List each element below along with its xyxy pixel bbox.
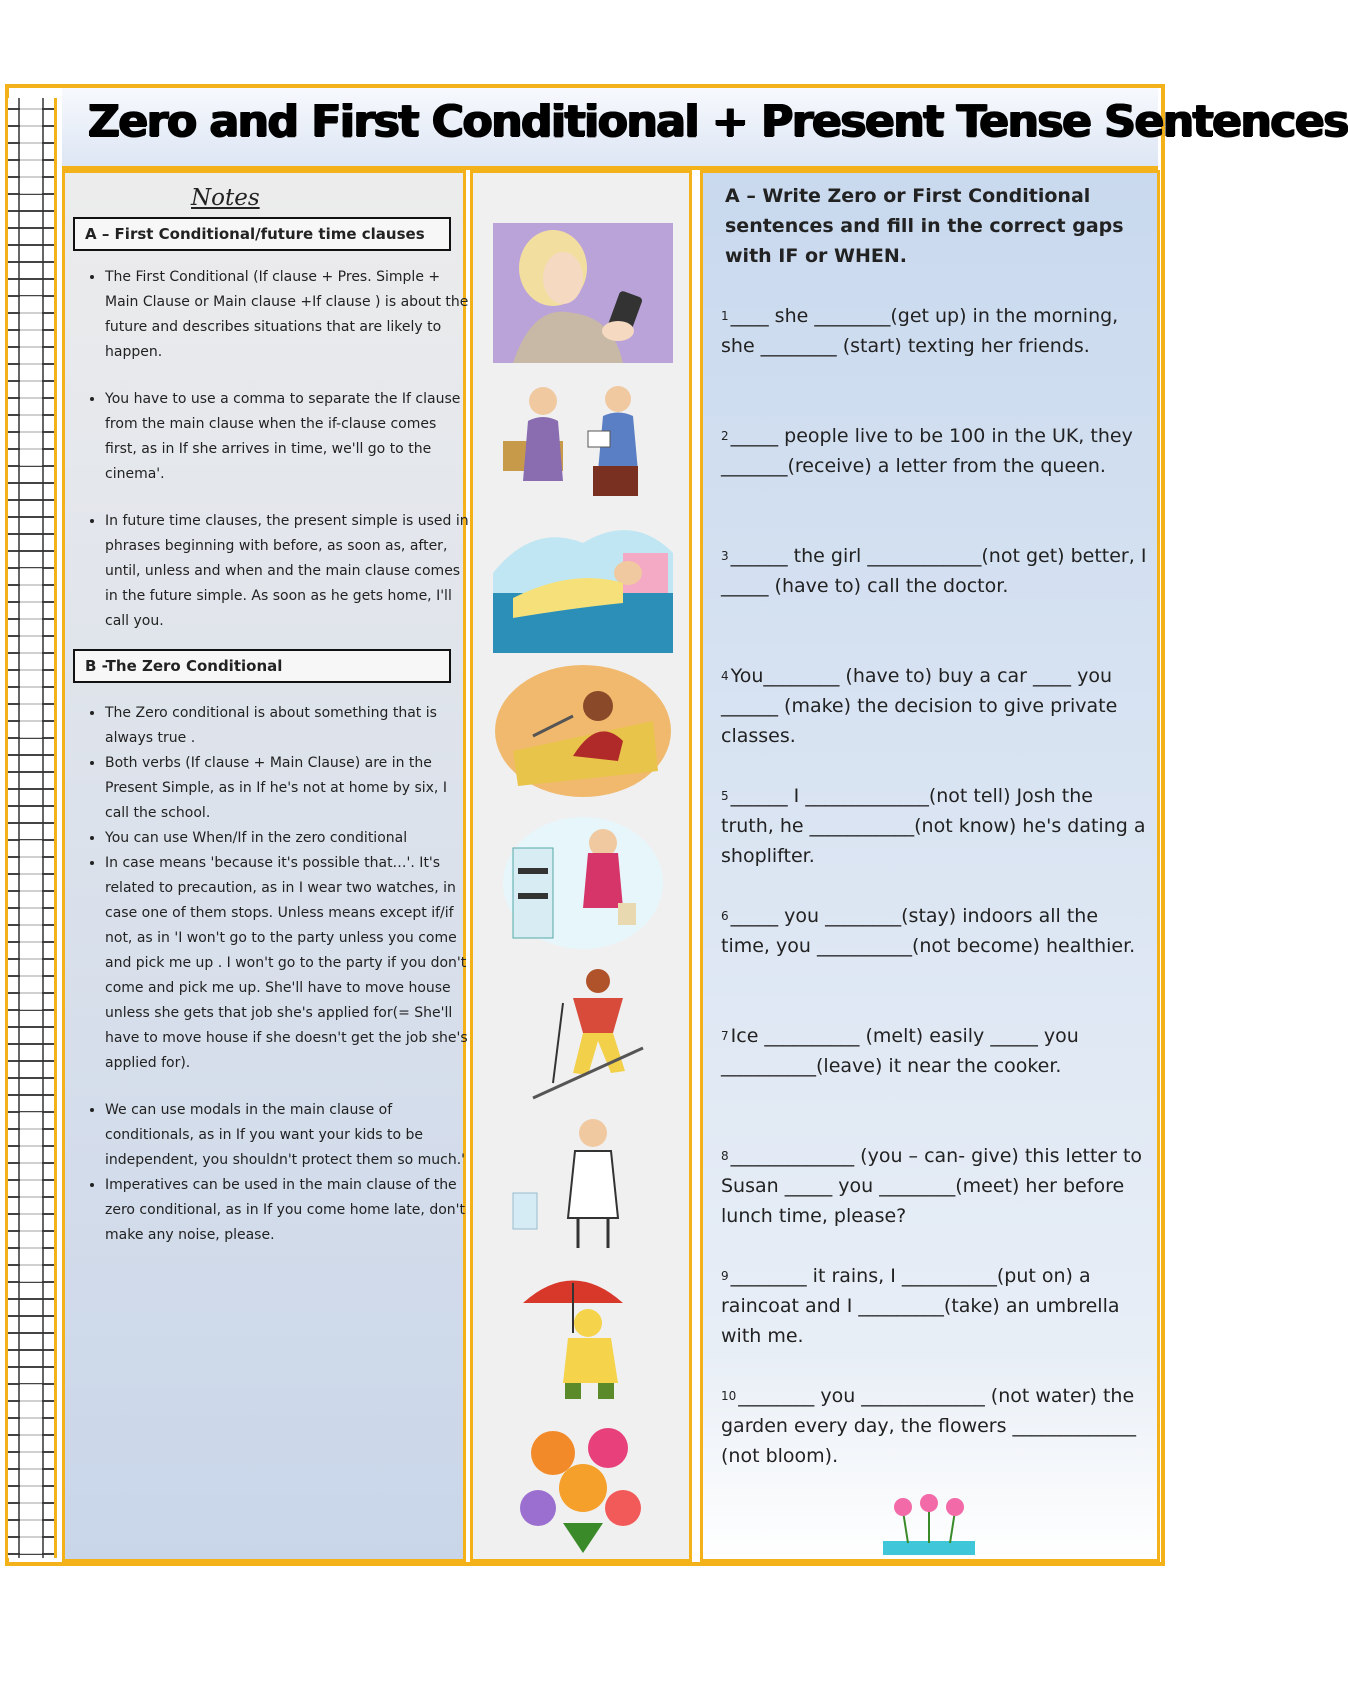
list-item: • We can use modals in the main clause of conditionals, as in If you want your kids to be independent, you shouldn't protect them so much.' <box>105 1098 469 1173</box>
woman-shopping-icon <box>493 813 673 953</box>
list-item: • You have to use a comma to separate the If clause from the main clause when the if-clause comes first, as in If she arrives in time, we'll go to the cinema'. <box>105 387 469 487</box>
title-bar <box>62 88 1348 170</box>
exercise-heading: A – Write Zero or First Conditional sentences and fill in the correct gaps with IF or WHEN. <box>725 185 1124 267</box>
exercise-question-9: $^9$ ________ it rains, I __________(put on) a raincoat and I _________(take) an umbrella with me. <box>721 1265 1120 1347</box>
list-item: • The Zero conditional is about something that is always true . <box>105 701 469 751</box>
woman-texting-icon <box>493 223 673 363</box>
section-a-heading: A – First Conditional/future time clauses <box>73 217 451 251</box>
page-title: Zero and First Conditional + Present Tense Sentences <box>88 96 1348 147</box>
section-b-heading: B -The Zero Conditional <box>73 649 451 683</box>
spiral-binding <box>8 98 57 1558</box>
list-item: • Both verbs (If clause + Main Clause) are in the Present Simple, as in If he's not at home by six, I call the school. <box>105 751 469 826</box>
woman-driving-car-icon <box>493 661 673 801</box>
section-b-list <box>65 701 469 1248</box>
letter-delivery-icon <box>493 371 673 511</box>
pink-flowers-icon <box>883 1491 975 1555</box>
list-item: • In future time clauses, the present simple is used in phrases beginning with before, as soon as, after, until, unless and when and the main clause comes in the future simple. As soon as he gets home, I'll call you. <box>105 509 469 634</box>
flowers-icon <box>493 1413 673 1553</box>
exercise-question-2: $^2$ _____ people live to be 100 in the UK, they _______(receive) a letter from the queen. <box>721 425 1133 477</box>
section-a-list <box>65 265 469 634</box>
list-item: • Imperatives can be used in the main clause of the zero conditional, as in If you come home late, don't make any noise, please. <box>105 1173 469 1248</box>
exercise-question-8: $^8$ _____________ (you – can- give) this letter to Susan _____ you ________(meet) her before lunch time, please? <box>721 1145 1143 1227</box>
exercise-question-6: $^6$ _____ you ________(stay) indoors all the time, you __________(not become) healthier. <box>721 905 1136 957</box>
exercise-column <box>700 170 1160 1562</box>
list-item: • The First Conditional (If clause + Pres. Simple + Main Clause or Main clause +If clause ) is about the future and describes situations that are likely to happen. <box>105 265 469 365</box>
list-item: • In case means 'because it's possible that…'. It's related to precaution, as in I wear two watches, in case one of them stops. Unless means except if/if not, as in 'I won't go to the party unless you come and pick me up . I won't go to the party if you don't come and pick me up. She'll have to move house unless she gets that job she's applied for(= She'll have to move house if she doesn't get the job she's applied for). <box>105 851 469 1076</box>
sick-girl-in-bed-icon <box>493 513 673 653</box>
exercise-question-4: $^4$ You________ (have to) buy a car ____ you ______ (make) the decision to give private classes. <box>721 665 1118 747</box>
exercise-question-5: $^5$ ______ I _____________(not tell) Josh the truth, he ___________(not know) he's dating a shoplifter. <box>721 785 1146 867</box>
list-item: • You can use When/If in the zero conditional <box>105 826 469 851</box>
skier-icon <box>493 963 673 1103</box>
notes-column <box>62 170 469 1562</box>
exercise-question-7: $^7$ Ice __________ (melt) easily _____ you __________(leave) it near the cooker. <box>721 1025 1079 1077</box>
pictures-column <box>470 170 692 1562</box>
notes-heading: Notes <box>191 185 260 211</box>
child-in-raincoat-icon <box>493 1263 673 1403</box>
exercise-question-1: $^1$ ____ she ________(get up) in the morning, she ________ (start) texting her friends. <box>721 305 1119 357</box>
doctor-icon <box>493 1113 673 1253</box>
exercise-question-3: $^3$ ______ the girl ____________(not get) better, I _____ (have to) call the doctor. <box>721 545 1147 597</box>
exercise-question-10: $^{10}$ ________ you _____________ (not water) the garden every day, the flowers _____________ (not bloom). <box>721 1385 1137 1467</box>
